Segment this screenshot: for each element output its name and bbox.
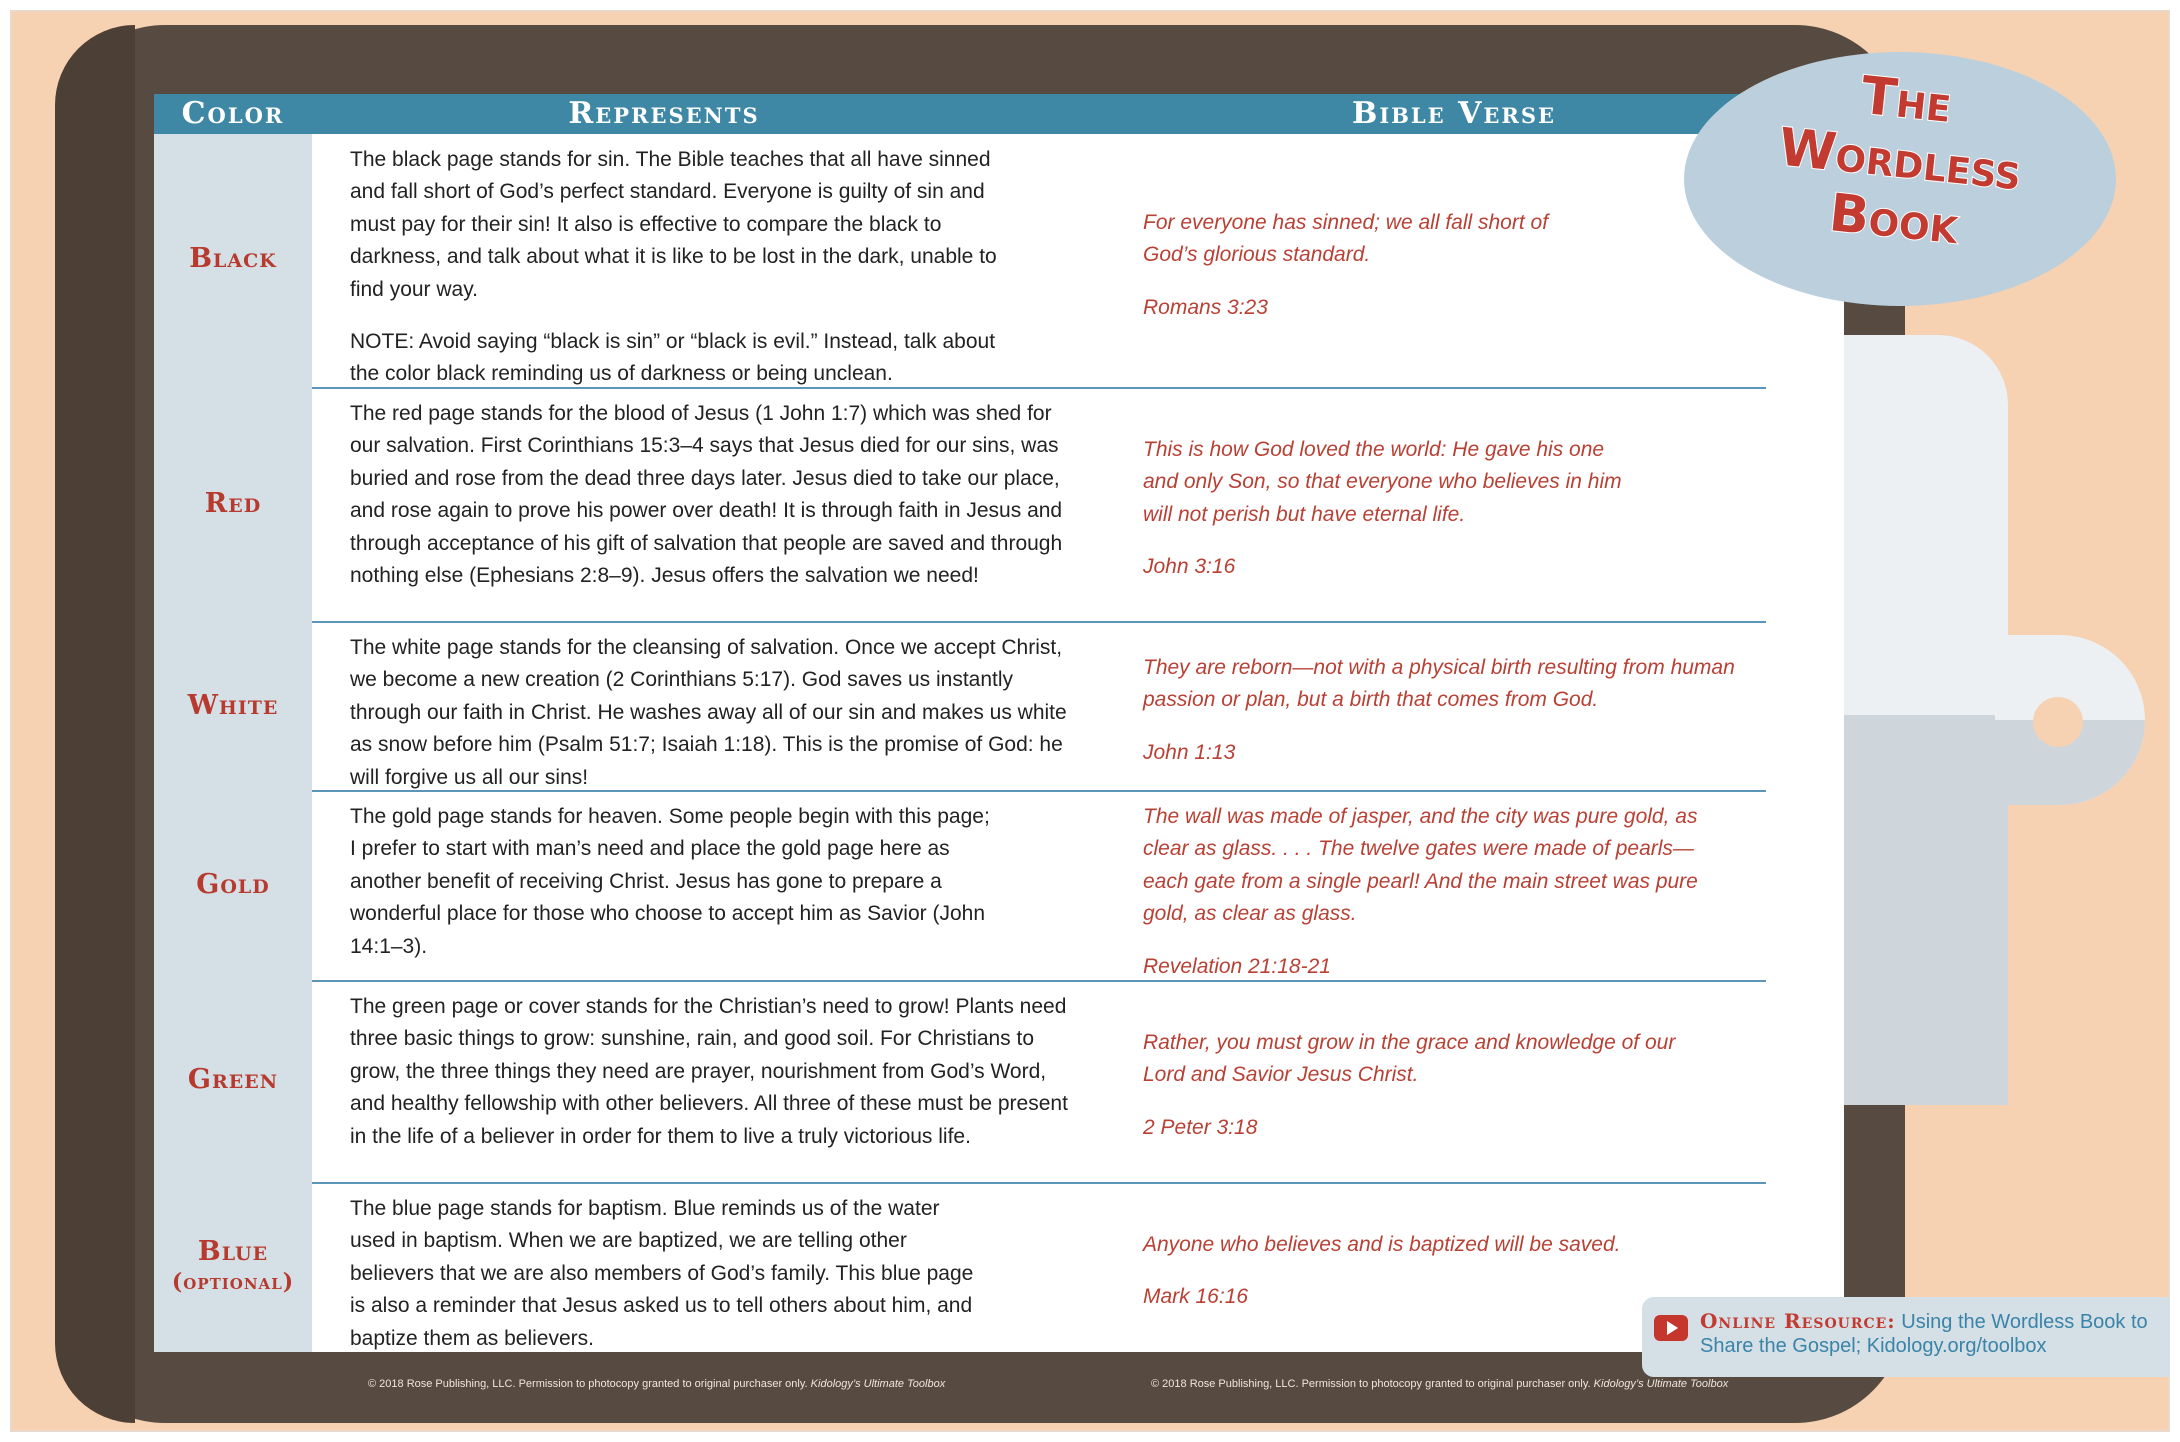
title-line-3: Book <box>1826 183 1961 257</box>
verse-text: Anyone who believes and is baptized will be saved. <box>1143 1233 1621 1256</box>
verse-reference: 2 Peter 3:18 <box>1143 1115 1258 1139</box>
online-resource-link[interactable]: Using the Wordless Book to Share the Gospel; Kidology.org/toolbox <box>1700 1311 2148 1357</box>
verse-reference: Romans 3:23 <box>1143 295 1268 319</box>
verse-block <box>1143 1229 1703 1314</box>
copyright-left <box>368 1378 945 1390</box>
color-label-green: Green <box>187 1064 279 1095</box>
color-label-white: White <box>187 690 279 721</box>
copyright-text: © 2018 Rose Publishing, LLC. Permission to photocopy granted to original purchaser only. <box>368 1378 808 1390</box>
represents-text <box>350 801 990 963</box>
online-resource-text[interactable] <box>1700 1309 2160 1358</box>
table-row-gold <box>154 792 1766 980</box>
represents-text <box>350 632 1070 794</box>
represents-paragraph: The green page or cover stands for the Christian’s need to grow! Plants need three basic things to grow: sunshine, rain, and good soil. For Christians to grow, the three things they need are prayer, nourishment from God’s Word, and healthy fellowship with other believers. All three of these must be present in the life of a believer in order for them to live a truly victorious life. <box>350 995 1068 1148</box>
title-line-2: Wordless <box>1775 117 2025 203</box>
table-row-green <box>154 982 1766 1182</box>
represents-text <box>350 991 1070 1153</box>
verse-text: For everyone has sinned; we all fall short of God’s glorious standard. <box>1143 211 1549 267</box>
color-label-red: Red <box>204 488 262 519</box>
header-represents: Represents <box>568 96 760 131</box>
copyright-product: Kidology’s Ultimate Toolbox <box>1593 1378 1729 1390</box>
verse-reference: Mark 16:16 <box>1143 1285 1249 1309</box>
copyright-product: Kidology’s Ultimate Toolbox <box>810 1378 946 1390</box>
color-label-gold: Gold <box>196 869 270 900</box>
verse-block <box>1143 207 1593 324</box>
verse-reference: Revelation 21:18-21 <box>1143 954 1331 978</box>
clasp-hole <box>2033 697 2083 747</box>
color-label-blue-name: Blue <box>197 1236 269 1267</box>
verse-block <box>1143 801 1703 983</box>
online-resource-box[interactable] <box>1642 1297 2170 1377</box>
represents-paragraph: The gold page stands for heaven. Some people begin with this page; I prefer to start with man’s need and place the gold page here as another benefit of receiving Christ. Jesus has gone to prepare a wonderful place for those who choose to accept him as Savior (John 14:1–3). <box>350 805 990 958</box>
color-label-blue <box>154 1236 312 1295</box>
verse-block <box>1143 1027 1703 1144</box>
online-resource-label: Online Resource: <box>1700 1309 1896 1333</box>
play-icon <box>1654 1315 1688 1341</box>
represents-paragraph: The white page stands for the cleansing of salvation. Once we accept Christ, we become a new creation (2 Corinthians 5:17). God saves us instantly through our faith in Christ. He washes away all of our sin and makes us white as snow before him (Psalm 51:7; Isaiah 1:18). This is the promise of God: he will forgive us all our sins! <box>350 636 1067 789</box>
table-row-blue <box>154 1184 1766 1352</box>
table-row-white <box>154 623 1766 790</box>
table-row-black <box>154 134 1766 387</box>
represents-paragraph: The red page stands for the blood of Jesus (1 John 1:7) which was shed for our salvation. First Corinthians 15:3–4 says that Jesus died for our sins, was buried and rose from the dead three days later. Jesus died to take our place, and rose again to prove his power over death! It is through faith in Jesus and through acceptance of his gift of salvation that people are saved and through nothing else (Ephesians 2:8–9). Jesus offers the salvation we need! <box>350 402 1063 588</box>
verse-text: The wall was made of jasper, and the city was pure gold, as clear as glass. . . . The twelve gates were made of pearls—each gate from a single pearl! And the main street was pure gold, as clear as glass. <box>1143 805 1698 926</box>
represents-text <box>350 144 1000 391</box>
header-bible-verse: Bible Verse <box>1351 96 1557 131</box>
verse-reference: John 1:13 <box>1143 740 1236 764</box>
copyright-text: © 2018 Rose Publishing, LLC. Permission to photocopy granted to original purchaser only. <box>1151 1378 1591 1390</box>
represents-paragraph: The blue page stands for baptism. Blue reminds us of the water used in baptism. When we are baptized, we are telling other believers that we are also members of God’s family. This blue page is also a reminder that Jesus asked us to tell others about him, and baptize them as believers. <box>350 1197 974 1350</box>
table-row-red <box>154 389 1766 621</box>
color-label-black: Black <box>189 243 277 274</box>
verse-block <box>1143 434 1643 584</box>
verse-text: This is how God loved the world: He gave his one and only Son, so that everyone who believes in him will not perish but have eternal life. <box>1143 438 1622 526</box>
represents-paragraph: The black page stands for sin. The Bible teaches that all have sinned and fall short of God’s perfect standard. Everyone is guilty of sin and must pay for their sin! It also is effective to compare the black to darkness, and talk about what it is like to be lost in the dark, unable to find your way. <box>350 148 997 301</box>
copyright-right <box>1151 1378 1728 1390</box>
verse-text: They are reborn—not with a physical birth resulting from human passion or plan, but a birth that comes from God. <box>1143 656 1735 712</box>
clipboard-frame-edge <box>55 25 135 1423</box>
represents-note: NOTE: Avoid saying “black is sin” or “black is evil.” Instead, talk about the color black reminding us of darkness or being unclean. <box>350 330 996 386</box>
represents-text <box>350 1193 990 1355</box>
verse-text: Rather, you must grow in the grace and knowledge of our Lord and Savior Jesus Christ. <box>1143 1031 1676 1087</box>
title-line-1: The <box>1858 65 1955 135</box>
represents-text <box>350 398 1070 592</box>
verse-reference: John 3:16 <box>1143 555 1236 579</box>
verse-block <box>1143 652 1753 769</box>
table-header <box>154 94 1844 134</box>
header-color: Color <box>181 96 285 131</box>
color-label-blue-optional: (optional) <box>171 1269 295 1295</box>
